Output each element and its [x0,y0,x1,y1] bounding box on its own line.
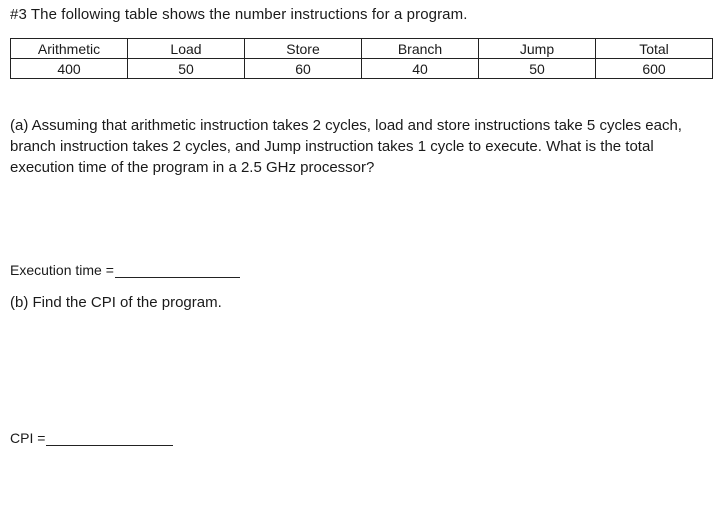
table-cell: 400 [11,59,128,79]
table-header-cell: Arithmetic [11,39,128,59]
table-header-cell: Branch [362,39,479,59]
table-cell: 50 [128,59,245,79]
execution-time-answer [10,262,240,278]
question-b-text: (b) Find the CPI of the program. [10,294,222,311]
table-header-row [11,39,713,59]
table-cell: 600 [596,59,713,79]
table-cell: 40 [362,59,479,79]
problem-heading: #3 The following table shows the number instructions for a program. [10,6,468,23]
table-row [11,59,713,79]
question-a-text: (a) Assuming that arithmetic instruction takes 2 cycles, load and store instructions take 5 cycles each, branch instruction takes 2 cycles, and Jump instruction takes 1 cycle to execute. What is the total execution time of the program in a 2.5 GHz processor? [10,117,682,176]
cpi-label: CPI = [10,430,46,446]
table-cell: 60 [245,59,362,79]
table-header-cell: Load [128,39,245,59]
table-header-cell: Store [245,39,362,59]
instruction-count-table [10,38,713,79]
cpi-blank[interactable] [46,431,173,446]
execution-time-label: Execution time = [10,262,114,278]
cpi-answer [10,430,173,446]
execution-time-blank[interactable] [115,263,240,278]
table-header-cell: Jump [479,39,596,59]
table-cell: 50 [479,59,596,79]
table-header-cell: Total [596,39,713,59]
